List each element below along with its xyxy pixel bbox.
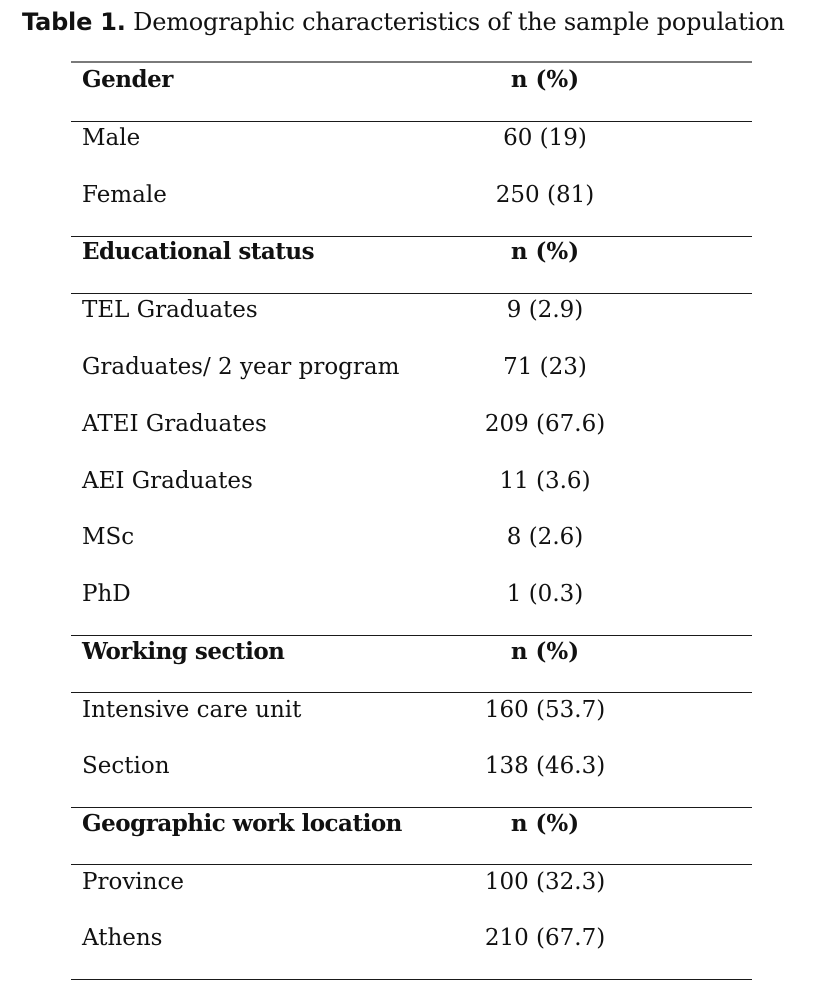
row-label: Intensive care unit: [82, 697, 302, 723]
table-row: [71, 574, 752, 614]
section-header-label: Geographic work location: [82, 810, 402, 837]
row-label: Male: [82, 125, 141, 151]
demographics-table: [71, 0, 752, 996]
row-label: MSc: [82, 524, 135, 550]
row-label: Graduates/ 2 year program: [82, 354, 400, 380]
table-title: Demographic characteristics of the sample population: [133, 8, 785, 36]
section-header-educational-status: [71, 232, 752, 272]
table-row: [71, 290, 752, 330]
row-label: AEI Graduates: [82, 468, 253, 494]
row-label: Section: [82, 753, 170, 779]
section-header-label: Working section: [82, 638, 285, 665]
table-row: [71, 118, 752, 158]
table-row: [71, 517, 752, 557]
row-label: TEL Graduates: [82, 297, 258, 323]
row-value: 160 (53.7): [484, 697, 606, 723]
row-value: 210 (67.7): [484, 925, 606, 951]
row-label: Province: [82, 869, 184, 895]
row-label: PhD: [82, 581, 131, 607]
column-header: n (%): [510, 638, 580, 665]
table-row: [71, 404, 752, 444]
row-value: 100 (32.3): [484, 869, 606, 895]
row-value: 138 (46.3): [484, 753, 606, 779]
column-header: n (%): [510, 238, 580, 265]
section-header-working-section: [71, 632, 752, 672]
row-label: ATEI Graduates: [82, 411, 267, 437]
section-header-label: Educational status: [82, 238, 315, 265]
row-value: 11 (3.6): [499, 468, 591, 494]
row-value: 9 (2.9): [506, 297, 584, 323]
row-value: 60 (19): [503, 125, 587, 151]
table-row: [71, 175, 752, 215]
section-header-gender: [71, 60, 752, 100]
section-header-label: Gender: [82, 66, 173, 93]
table-row: [71, 690, 752, 730]
column-header: n (%): [510, 810, 580, 837]
bottom-rule: [71, 979, 752, 980]
row-value: 71 (23): [503, 354, 587, 380]
table-row: [71, 918, 752, 958]
table-row: [71, 862, 752, 902]
row-label: Athens: [82, 925, 163, 951]
row-label: Female: [82, 182, 167, 208]
table-label: Table 1.: [22, 8, 126, 36]
table-row: [71, 746, 752, 786]
section-header-geographic-work-location: [71, 804, 752, 844]
row-value: 209 (67.6): [484, 411, 606, 437]
table-row: [71, 461, 752, 501]
row-value: 250 (81): [495, 182, 595, 208]
table-row: [71, 347, 752, 387]
column-header: n (%): [510, 66, 580, 93]
row-value: 8 (2.6): [506, 524, 584, 550]
row-value: 1 (0.3): [506, 581, 584, 607]
